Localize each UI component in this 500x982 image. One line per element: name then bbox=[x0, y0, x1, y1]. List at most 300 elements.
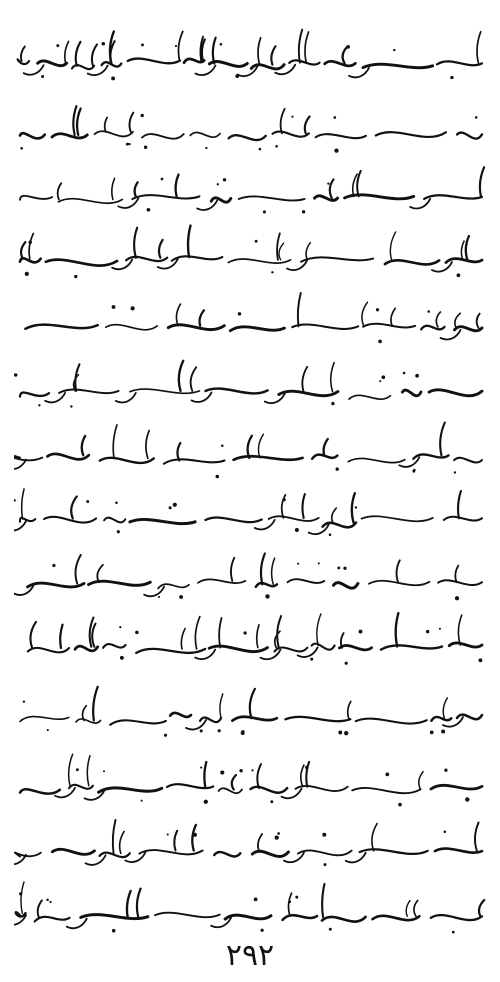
script-dot bbox=[277, 832, 280, 835]
script-ascender bbox=[414, 900, 418, 916]
script-dot bbox=[336, 467, 339, 470]
script-dot bbox=[46, 899, 49, 902]
script-dot bbox=[295, 528, 299, 532]
script-stroke bbox=[155, 913, 220, 918]
script-ascender bbox=[390, 232, 395, 261]
manuscript-line bbox=[14, 95, 486, 155]
script-dot bbox=[426, 630, 429, 633]
script-stroke bbox=[106, 325, 157, 330]
script-dot bbox=[318, 562, 320, 564]
script-dot bbox=[220, 43, 223, 46]
script-dot bbox=[331, 402, 334, 405]
script-dot bbox=[441, 730, 445, 734]
script-ascender bbox=[258, 434, 263, 458]
script-ascender bbox=[330, 179, 334, 198]
script-tail bbox=[410, 199, 430, 209]
script-dot bbox=[457, 273, 461, 277]
script-ascender bbox=[213, 38, 216, 64]
script-ascender bbox=[281, 109, 285, 134]
script-tail bbox=[192, 392, 212, 402]
script-tail bbox=[287, 261, 307, 271]
script-ascender bbox=[475, 822, 479, 851]
manuscript-line bbox=[14, 680, 486, 740]
script-dot bbox=[56, 44, 59, 47]
script-ascender bbox=[436, 312, 440, 327]
script-stroke bbox=[142, 134, 184, 139]
script-ascender bbox=[179, 361, 183, 391]
script-tail bbox=[443, 717, 463, 727]
script-ascender bbox=[135, 182, 138, 196]
script-dot bbox=[251, 769, 253, 771]
script-stroke bbox=[312, 644, 335, 650]
script-stroke bbox=[363, 64, 433, 68]
script-ascender bbox=[191, 367, 197, 391]
manuscript-line bbox=[14, 222, 486, 282]
script-ascender bbox=[258, 834, 262, 852]
script-ascender bbox=[271, 46, 275, 64]
script-stroke bbox=[190, 133, 220, 138]
script-stroke bbox=[209, 646, 267, 652]
script-tail bbox=[441, 330, 461, 340]
manuscript-line bbox=[14, 815, 486, 875]
script-dot bbox=[379, 380, 381, 382]
script-ascender bbox=[306, 243, 310, 259]
script-dot bbox=[119, 626, 121, 628]
page-number: ۲۹۲ bbox=[225, 938, 275, 973]
script-ascender bbox=[458, 491, 461, 518]
script-ascender bbox=[21, 882, 24, 913]
script-dot bbox=[28, 240, 32, 244]
script-stroke bbox=[18, 59, 29, 64]
script-ascender bbox=[305, 117, 310, 134]
script-ascender bbox=[282, 495, 286, 518]
script-stroke bbox=[95, 131, 133, 136]
script-ascender bbox=[272, 558, 275, 584]
script-dot bbox=[283, 498, 286, 501]
script-tail bbox=[86, 855, 106, 865]
script-stroke bbox=[205, 518, 261, 523]
script-stroke bbox=[457, 133, 482, 139]
script-tail bbox=[88, 66, 108, 76]
script-dot bbox=[74, 275, 77, 278]
script-stroke bbox=[429, 390, 482, 396]
script-dot bbox=[102, 42, 106, 46]
script-tail bbox=[67, 919, 87, 929]
script-ascender bbox=[231, 558, 234, 581]
script-ascender bbox=[466, 236, 469, 260]
script-stroke bbox=[59, 389, 118, 393]
script-ascender bbox=[480, 167, 484, 197]
script-ascender bbox=[232, 775, 236, 789]
script-ascender bbox=[159, 240, 163, 258]
script-ascender bbox=[21, 242, 25, 259]
script-stroke bbox=[168, 325, 224, 330]
script-dot bbox=[334, 148, 338, 152]
script-dot bbox=[120, 656, 124, 660]
script-stroke bbox=[20, 717, 69, 722]
script-ascender bbox=[332, 508, 337, 523]
script-ascender bbox=[220, 694, 223, 718]
script-dot bbox=[255, 240, 258, 243]
script-dot bbox=[239, 769, 242, 772]
script-stroke bbox=[25, 325, 97, 329]
script-dot bbox=[259, 148, 262, 151]
script-stroke bbox=[76, 719, 101, 723]
script-ascender bbox=[479, 900, 484, 916]
script-dot bbox=[76, 768, 79, 771]
script-stroke bbox=[437, 61, 482, 65]
script-ascender bbox=[348, 701, 351, 719]
script-stroke bbox=[438, 580, 482, 585]
script-ascender bbox=[105, 118, 107, 132]
script-dot bbox=[381, 375, 385, 379]
script-dot bbox=[444, 769, 447, 772]
script-dot bbox=[52, 564, 55, 567]
script-dot bbox=[112, 305, 116, 309]
script-dot bbox=[297, 563, 299, 565]
script-tail bbox=[349, 68, 369, 78]
script-dot bbox=[359, 630, 363, 634]
script-stroke bbox=[352, 788, 420, 793]
script-stroke bbox=[251, 787, 288, 793]
script-dot bbox=[223, 178, 226, 181]
script-stroke bbox=[349, 395, 390, 399]
script-stroke bbox=[339, 646, 371, 650]
script-ascender bbox=[30, 622, 36, 648]
script-dot bbox=[14, 499, 16, 501]
script-dot bbox=[454, 471, 456, 473]
script-ascender bbox=[458, 615, 461, 645]
script-dot bbox=[164, 734, 167, 737]
script-ascender bbox=[97, 565, 103, 582]
script-stroke bbox=[103, 644, 125, 648]
manuscript-line bbox=[14, 545, 486, 605]
script-dot bbox=[126, 143, 129, 146]
script-stroke bbox=[288, 579, 325, 583]
script-dot bbox=[205, 147, 207, 149]
script-stroke bbox=[356, 719, 427, 724]
script-tail bbox=[14, 460, 26, 470]
script-stroke bbox=[431, 717, 451, 721]
script-dot bbox=[179, 595, 183, 599]
script-ascender bbox=[372, 824, 377, 851]
script-ascender bbox=[38, 900, 42, 917]
script-dot bbox=[161, 178, 164, 181]
script-ascender bbox=[396, 613, 399, 646]
manuscript-line bbox=[14, 355, 486, 415]
script-stroke bbox=[252, 851, 288, 856]
script-dot bbox=[291, 116, 293, 118]
script-dot bbox=[243, 631, 246, 634]
script-dot bbox=[144, 146, 147, 149]
script-dot bbox=[38, 404, 40, 406]
script-tail bbox=[237, 67, 257, 77]
script-dot bbox=[158, 596, 160, 598]
script-ascender bbox=[120, 831, 124, 853]
script-ascender bbox=[22, 489, 24, 519]
script-ascender bbox=[419, 772, 423, 790]
script-stroke bbox=[272, 132, 308, 137]
script-dot bbox=[322, 833, 326, 837]
script-ascender bbox=[192, 825, 196, 851]
script-ascender bbox=[177, 443, 180, 460]
script-ascender bbox=[440, 423, 445, 456]
script-tail bbox=[14, 585, 34, 595]
script-dot bbox=[103, 770, 105, 772]
script-ascender bbox=[60, 625, 62, 648]
script-stroke bbox=[315, 196, 338, 201]
script-ascender bbox=[195, 617, 199, 649]
script-dot bbox=[25, 272, 29, 276]
script-stroke bbox=[292, 324, 358, 328]
script-dot bbox=[439, 628, 441, 630]
manuscript-line bbox=[14, 610, 486, 670]
script-ascender bbox=[178, 31, 182, 60]
script-ascender bbox=[248, 436, 252, 458]
script-ascender bbox=[137, 889, 141, 917]
script-stroke bbox=[72, 65, 94, 69]
script-ascender bbox=[75, 555, 80, 584]
script-dot bbox=[376, 308, 379, 311]
script-ascender bbox=[302, 494, 304, 518]
script-stroke bbox=[449, 643, 482, 647]
script-ascender bbox=[258, 38, 261, 65]
script-stroke bbox=[214, 852, 240, 856]
script-ascender bbox=[188, 226, 190, 257]
script-dot bbox=[403, 372, 406, 375]
script-dot bbox=[175, 45, 177, 47]
script-dot bbox=[111, 76, 115, 80]
script-dot bbox=[217, 183, 219, 185]
manuscript-line bbox=[14, 160, 486, 220]
script-dot bbox=[452, 931, 455, 934]
script-tail bbox=[144, 587, 164, 597]
script-dot bbox=[147, 208, 151, 212]
script-stroke bbox=[46, 260, 117, 266]
script-stroke bbox=[20, 789, 60, 793]
script-stroke bbox=[431, 915, 482, 920]
script-ascender bbox=[76, 42, 81, 66]
script-dot bbox=[444, 830, 447, 833]
script-dot bbox=[14, 373, 17, 376]
script-dot bbox=[235, 74, 239, 78]
script-stroke bbox=[136, 649, 205, 653]
script-dot bbox=[130, 306, 134, 310]
script-dot bbox=[398, 803, 402, 807]
script-dot bbox=[221, 445, 224, 448]
script-dot bbox=[275, 836, 279, 840]
script-tail bbox=[116, 393, 136, 403]
script-ascender bbox=[305, 32, 309, 63]
script-stroke bbox=[421, 326, 444, 330]
script-ascender bbox=[77, 109, 81, 135]
script-stroke bbox=[289, 60, 319, 64]
script-dot bbox=[220, 770, 224, 774]
script-dot bbox=[295, 896, 298, 899]
script-stroke bbox=[444, 517, 482, 521]
script-stroke bbox=[52, 134, 87, 138]
script-ascender bbox=[73, 106, 76, 135]
script-dot bbox=[270, 800, 273, 803]
script-stroke bbox=[385, 260, 439, 264]
script-dot bbox=[271, 271, 273, 273]
script-dot bbox=[345, 662, 348, 665]
script-ascender bbox=[331, 363, 334, 392]
script-dot bbox=[265, 594, 269, 598]
script-dot bbox=[412, 470, 415, 473]
script-stroke bbox=[206, 389, 268, 394]
script-stroke bbox=[322, 917, 366, 922]
script-stroke bbox=[44, 517, 96, 523]
script-stroke bbox=[20, 196, 52, 200]
script-stroke bbox=[15, 853, 41, 857]
script-dot bbox=[216, 475, 220, 479]
script-ascender bbox=[21, 46, 25, 61]
script-stroke bbox=[345, 195, 414, 199]
script-stroke bbox=[99, 788, 162, 792]
script-stroke bbox=[234, 456, 303, 460]
script-stroke bbox=[285, 717, 350, 721]
script-dot bbox=[169, 506, 172, 509]
script-ascender bbox=[174, 831, 177, 851]
script-tail bbox=[399, 457, 419, 467]
script-stroke bbox=[373, 916, 420, 920]
script-ascender bbox=[288, 893, 291, 916]
script-ascender bbox=[443, 698, 447, 718]
script-dot bbox=[204, 800, 208, 804]
script-stroke bbox=[172, 256, 223, 261]
script-dot bbox=[333, 116, 336, 119]
script-stroke bbox=[376, 132, 446, 137]
script-ascender bbox=[113, 820, 116, 853]
script-ascender bbox=[71, 496, 77, 518]
script-dot bbox=[50, 901, 52, 903]
script-tail bbox=[346, 853, 366, 863]
script-tail bbox=[309, 525, 329, 535]
script-dot bbox=[393, 49, 395, 51]
script-ascender bbox=[301, 765, 304, 787]
script-dot bbox=[115, 502, 118, 505]
script-stroke bbox=[369, 581, 429, 586]
script-stroke bbox=[128, 59, 180, 64]
script-dot bbox=[343, 567, 346, 570]
script-stroke bbox=[279, 391, 338, 396]
script-dot bbox=[167, 833, 169, 835]
script-dot bbox=[302, 210, 305, 213]
script-dot bbox=[112, 929, 116, 933]
script-dot bbox=[173, 503, 177, 507]
script-stroke bbox=[100, 458, 154, 463]
script-ascender bbox=[58, 183, 62, 199]
script-stroke bbox=[457, 715, 482, 720]
script-stroke bbox=[38, 61, 67, 66]
script-ascender bbox=[181, 629, 185, 649]
script-ascender bbox=[146, 430, 149, 458]
script-dot bbox=[135, 631, 139, 635]
script-stroke bbox=[219, 788, 242, 793]
script-stroke bbox=[301, 257, 373, 261]
manuscript-line bbox=[14, 878, 486, 938]
script-stroke bbox=[104, 518, 125, 523]
script-dot bbox=[338, 731, 342, 735]
script-stroke bbox=[402, 390, 421, 396]
script-dot bbox=[200, 767, 202, 769]
script-dot bbox=[241, 730, 244, 733]
script-stroke bbox=[211, 198, 231, 202]
script-ascender bbox=[257, 625, 259, 648]
script-dot bbox=[254, 898, 258, 902]
script-dot bbox=[263, 210, 266, 213]
script-stroke bbox=[454, 458, 482, 463]
script-dot bbox=[327, 182, 329, 184]
script-ascender bbox=[302, 367, 307, 392]
manuscript-line bbox=[14, 482, 486, 542]
script-ascender bbox=[391, 308, 395, 326]
script-ascender bbox=[176, 304, 180, 326]
script-ascender bbox=[261, 554, 265, 585]
script-tail bbox=[186, 720, 206, 730]
script-dot bbox=[141, 800, 143, 802]
script-stroke bbox=[170, 713, 191, 717]
script-ascender bbox=[129, 113, 133, 132]
script-dot bbox=[427, 310, 430, 313]
script-dot bbox=[346, 45, 350, 49]
script-ascender bbox=[357, 171, 361, 196]
script-stroke bbox=[360, 849, 428, 854]
script-stroke bbox=[316, 134, 366, 138]
script-dot bbox=[329, 533, 332, 536]
script-dot bbox=[378, 340, 382, 344]
script-stroke bbox=[225, 915, 271, 919]
script-dot bbox=[141, 114, 144, 117]
script-stroke bbox=[198, 579, 245, 583]
script-stroke bbox=[435, 849, 482, 853]
script-ascender bbox=[362, 302, 368, 326]
script-dot bbox=[337, 566, 340, 569]
script-stroke bbox=[239, 196, 305, 200]
script-stroke bbox=[20, 392, 49, 396]
script-dot bbox=[430, 731, 434, 735]
script-dot bbox=[275, 145, 278, 148]
script-stroke bbox=[20, 133, 45, 138]
script-dot bbox=[479, 659, 482, 662]
script-dot bbox=[200, 729, 203, 732]
script-ascender bbox=[83, 706, 87, 721]
script-tail bbox=[24, 65, 44, 75]
script-stroke bbox=[132, 195, 199, 199]
script-dot bbox=[455, 596, 459, 600]
script-ascender bbox=[397, 560, 400, 581]
script-stroke bbox=[232, 717, 276, 721]
script-ascender bbox=[406, 901, 410, 917]
script-ascender bbox=[257, 764, 261, 788]
script-tail bbox=[265, 394, 285, 404]
script-stroke bbox=[16, 912, 26, 916]
script-ascender bbox=[299, 30, 302, 63]
script-stroke bbox=[230, 327, 284, 331]
script-stroke bbox=[110, 720, 166, 724]
script-dot bbox=[47, 729, 49, 731]
script-stroke bbox=[200, 718, 221, 723]
script-dot bbox=[355, 506, 357, 508]
script-stroke bbox=[269, 516, 319, 521]
script-dot bbox=[141, 43, 144, 46]
script-ascender bbox=[322, 884, 324, 917]
script-dot bbox=[450, 76, 453, 79]
script-dot bbox=[20, 147, 23, 150]
script-dot bbox=[193, 833, 197, 837]
script-stroke bbox=[431, 785, 482, 789]
